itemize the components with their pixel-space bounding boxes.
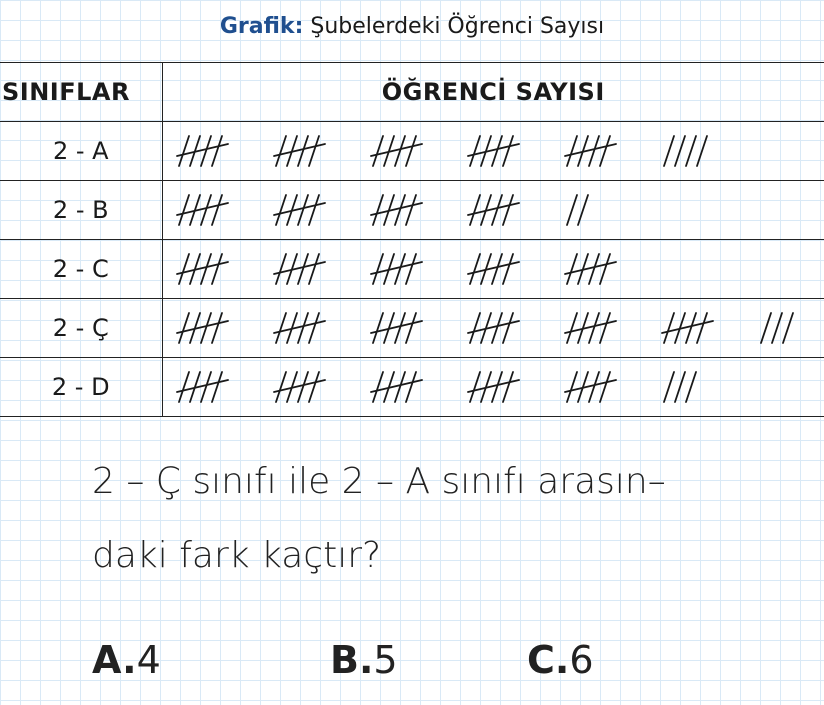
option-a[interactable] [92,630,161,690]
graph-title [0,8,824,46]
tally-stroke [675,372,685,402]
tally-stroke [470,372,480,402]
tally-stroke [276,372,286,402]
tally-stroke [492,195,502,225]
tally-svg [163,299,824,357]
tally-stroke [212,136,222,166]
tally-stroke [567,136,577,166]
tally-stroke [697,136,707,166]
tally-stroke [212,313,222,343]
tally-stroke [697,313,707,343]
tally-stroke [664,136,674,166]
tally-stroke [492,136,502,166]
tally-stroke [373,195,383,225]
tally-stroke [686,313,696,343]
tally-stroke [686,372,696,402]
tally-stroke [309,136,319,166]
tally-marks [162,181,824,240]
tally-stroke [309,372,319,402]
tally-stroke [406,313,416,343]
option-b-letter: B. [330,638,374,682]
tally-stroke [309,313,319,343]
tally-stroke [406,195,416,225]
tally-stroke [567,254,577,284]
tally-stroke [686,136,696,166]
option-c-value: 6 [569,638,594,682]
tally-stroke [406,136,416,166]
tally-stroke [276,254,286,284]
tally-marks [162,358,824,417]
question-text [92,445,682,593]
tally-stroke [492,372,502,402]
tally-stroke [309,254,319,284]
tally-stroke [567,372,577,402]
table-row [0,122,824,181]
graph-title-label: Grafik: [219,14,304,39]
class-label: 2 - Ç [0,299,162,358]
tally-stroke [600,136,610,166]
tally-table [0,62,824,417]
tally-stroke [212,372,222,402]
tally-stroke [470,313,480,343]
tally-marks [162,122,824,181]
table-row [0,299,824,358]
option-c-letter: C. [527,638,570,682]
tally-stroke [761,313,771,343]
tally-stroke [470,254,480,284]
tally-stroke [406,254,416,284]
tally-stroke [298,195,308,225]
tally-stroke [783,313,793,343]
option-a-value: 4 [136,638,161,682]
class-label: 2 - B [0,181,162,240]
tally-stroke [589,313,599,343]
tally-stroke [179,136,189,166]
tally-stroke [470,136,480,166]
header-student-count: ÖĞRENCİ SAYISI [162,63,824,122]
option-b[interactable] [330,630,398,690]
tally-stroke [503,313,513,343]
tally-svg [163,240,824,298]
tally-stroke [179,372,189,402]
tally-stroke [675,136,685,166]
tally-stroke [503,136,513,166]
tally-stroke [298,254,308,284]
tally-stroke [395,136,405,166]
tally-stroke [201,313,211,343]
tally-stroke [309,195,319,225]
tally-svg [163,181,824,239]
tally-stroke [492,254,502,284]
class-label: 2 - A [0,122,162,181]
tally-stroke [201,136,211,166]
header-classes: SINIFLAR [0,63,162,122]
tally-stroke [298,136,308,166]
tally-stroke [567,313,577,343]
tally-stroke [212,195,222,225]
tally-stroke [298,313,308,343]
tally-stroke [503,372,513,402]
tally-stroke [589,254,599,284]
tally-stroke [395,372,405,402]
tally-stroke [406,372,416,402]
option-c[interactable] [527,630,594,690]
tally-stroke [503,195,513,225]
tally-stroke [373,372,383,402]
tally-stroke [589,372,599,402]
table-header-row [0,63,824,122]
tally-stroke [179,254,189,284]
class-label: 2 - D [0,358,162,417]
tally-stroke [600,372,610,402]
tally-stroke [373,254,383,284]
tally-stroke [201,254,211,284]
tally-marks [162,299,824,358]
tally-svg [163,122,824,180]
tally-stroke [664,372,674,402]
option-a-letter: A. [92,638,137,682]
question-line-1: 2 – Ç sınıfı ile 2 – A sınıfı arasın– [92,461,666,502]
tally-stroke [567,195,577,225]
tally-stroke [578,195,588,225]
tally-stroke [503,254,513,284]
table-row [0,358,824,417]
tally-stroke [395,195,405,225]
tally-stroke [600,254,610,284]
tally-stroke [600,313,610,343]
table-row [0,181,824,240]
graph-title-text: Şubelerdeki Öğrenci Sayısı [310,14,605,39]
tally-stroke [772,313,782,343]
tally-stroke [212,254,222,284]
tally-stroke [201,195,211,225]
tally-stroke [664,313,674,343]
tally-stroke [373,136,383,166]
tally-stroke [492,313,502,343]
tally-stroke [179,313,189,343]
tally-stroke [276,313,286,343]
tally-stroke [276,195,286,225]
class-label: 2 - C [0,240,162,299]
tally-stroke [470,195,480,225]
tally-stroke [373,313,383,343]
tally-stroke [589,136,599,166]
tally-svg [163,358,824,416]
tally-stroke [179,195,189,225]
table-row [0,240,824,299]
question-line-2: daki fark kaçtır? [92,535,382,576]
tally-stroke [298,372,308,402]
tally-stroke [276,136,286,166]
tally-stroke [201,372,211,402]
option-b-value: 5 [373,638,398,682]
tally-stroke [395,254,405,284]
tally-stroke [395,313,405,343]
tally-marks [162,240,824,299]
